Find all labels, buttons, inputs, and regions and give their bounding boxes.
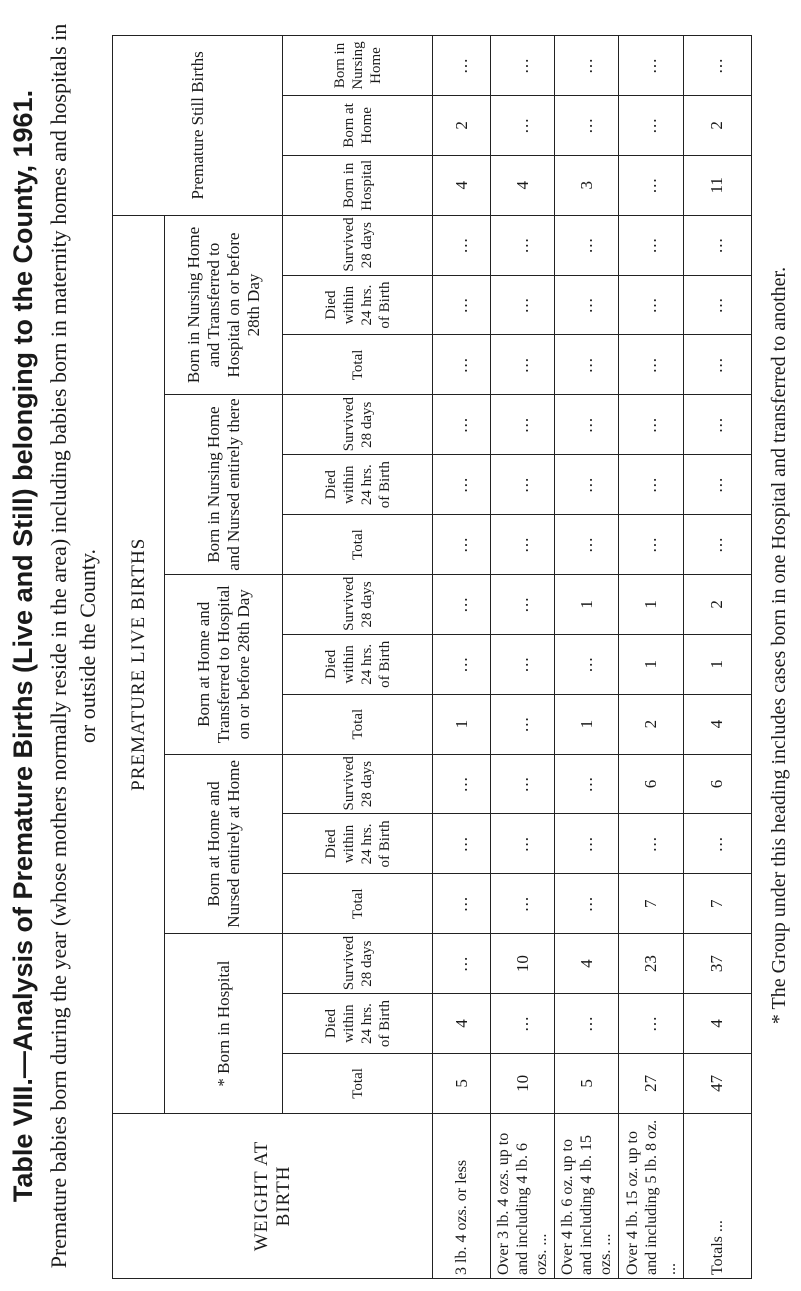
table-cell: ... — [433, 634, 491, 694]
table-cell: ... — [619, 215, 683, 275]
sub-header-total: Total — [283, 515, 433, 575]
table-cell: 1 — [555, 574, 619, 634]
table-cell: ... — [433, 934, 491, 994]
table-cell: ... — [619, 994, 683, 1054]
table-cell: ... — [555, 994, 619, 1054]
table-cell: 7 — [619, 874, 683, 934]
group-header-nursing-home-nursed: Born in Nursing Home and Nursed entirely there — [165, 395, 283, 575]
table-cell: ... — [619, 155, 683, 215]
table-cell: 1 — [683, 634, 751, 694]
table-cell: 10 — [491, 1053, 555, 1113]
weight-label: Over 3 lb. 4 ozs. up to and including 4 lb. 6 ozs. ... — [491, 1113, 555, 1278]
table-cell: ... — [555, 634, 619, 694]
table-cell: ... — [683, 814, 751, 874]
table-cell: ... — [619, 335, 683, 395]
table-cell: 27 — [619, 1053, 683, 1113]
table-cell: ... — [619, 814, 683, 874]
table-cell: ... — [619, 95, 683, 155]
sub-header-died: Died within 24 hrs. of Birth — [283, 814, 433, 874]
sub-header-survived: Survived 28 days — [283, 934, 433, 994]
table-row — [433, 36, 491, 1279]
table-cell: 37 — [683, 934, 751, 994]
table-cell: ... — [433, 275, 491, 335]
table-cell: ... — [555, 335, 619, 395]
sub-header-survived: Survived 28 days — [283, 754, 433, 814]
table-cell: ... — [491, 515, 555, 575]
table-cell: 6 — [683, 754, 751, 814]
table-cell: 2 — [683, 95, 751, 155]
sub-header-died: Died within 24 hrs. of Birth — [283, 634, 433, 694]
sub-header-survived: Survived 28 days — [283, 215, 433, 275]
still-header-hospital: Born in Hospital — [283, 155, 433, 215]
table-cell: ... — [433, 754, 491, 814]
table-cell: 4 — [683, 994, 751, 1054]
table-cell: 23 — [619, 934, 683, 994]
sub-header-died: Died within 24 hrs. of Birth — [283, 275, 433, 335]
table-cell: ... — [683, 275, 751, 335]
table-row — [555, 36, 619, 1279]
table-cell: ... — [491, 874, 555, 934]
table-cell: ... — [683, 335, 751, 395]
weight-label: Totals ... — [683, 1113, 751, 1278]
table-cell: 10 — [491, 934, 555, 994]
table-cell: ... — [683, 455, 751, 515]
table-cell: 2 — [433, 95, 491, 155]
sub-header-died: Died within 24 hrs. of Birth — [283, 455, 433, 515]
table-row — [491, 36, 555, 1279]
table-cell: ... — [433, 36, 491, 96]
table-cell: 4 — [683, 694, 751, 754]
sub-header-survived: Survived 28 days — [283, 395, 433, 455]
table-cell: ... — [491, 215, 555, 275]
table-cell: ... — [491, 994, 555, 1054]
table-cell: ... — [491, 814, 555, 874]
table-cell: ... — [491, 335, 555, 395]
group-header-home-transferred: Born at Home and Transferred to Hospital on or before 28th Day — [165, 574, 283, 754]
table-cell: ... — [491, 36, 555, 96]
table-cell: ... — [433, 574, 491, 634]
sub-header-total: Total — [283, 335, 433, 395]
table-cell: ... — [491, 95, 555, 155]
footnote: * The Group under this heading includes cases born in one Hospital and transferred to another. — [768, 266, 790, 1025]
table-cell: ... — [555, 95, 619, 155]
sub-header-total: Total — [283, 874, 433, 934]
table-cell: ... — [433, 515, 491, 575]
table-cell: ... — [491, 694, 555, 754]
sub-header-total: Total — [283, 1053, 433, 1113]
table-cell: ... — [433, 395, 491, 455]
weight-label: 3 lb. 4 ozs. or less — [433, 1113, 491, 1278]
table-cell: ... — [555, 215, 619, 275]
group-header-nursing-home-transferred: Born in Nursing Home and Transferred to Hospital on or before 28th Day — [165, 215, 283, 395]
table-cell: ... — [555, 395, 619, 455]
table-cell: ... — [683, 515, 751, 575]
table-cell: ... — [683, 395, 751, 455]
sub-header-survived: Survived 28 days — [283, 574, 433, 634]
table-cell: 1 — [555, 694, 619, 754]
weight-header: WEIGHT AT BIRTH — [113, 1113, 433, 1278]
table-cell: 6 — [619, 754, 683, 814]
table-cell: ... — [555, 455, 619, 515]
still-header-home: Born at Home — [283, 95, 433, 155]
table-body — [433, 36, 752, 1279]
table-cell: ... — [491, 754, 555, 814]
table-cell: 1 — [433, 694, 491, 754]
still-births-header: Premature Still Births — [113, 36, 283, 216]
table-cell: ... — [433, 455, 491, 515]
table-cell: ... — [555, 36, 619, 96]
still-header-nursing-home: Born in Nursing Home — [283, 36, 433, 96]
table-cell: 4 — [491, 155, 555, 215]
table-cell: ... — [433, 215, 491, 275]
table-cell: 4 — [433, 155, 491, 215]
table-cell: 47 — [683, 1053, 751, 1113]
table-cell: ... — [555, 515, 619, 575]
live-births-header: PREMATURE LIVE BIRTHS — [113, 215, 165, 1113]
premature-births-table — [112, 35, 752, 1279]
table-cell: 5 — [433, 1053, 491, 1113]
table-row — [619, 36, 683, 1279]
table-cell: ... — [619, 395, 683, 455]
table-cell: 5 — [555, 1053, 619, 1113]
group-header-home-nursed: Born at Home and Nursed entirely at Home — [165, 754, 283, 934]
table-cell: ... — [683, 36, 751, 96]
table-cell: ... — [433, 874, 491, 934]
table-cell: 2 — [619, 694, 683, 754]
table-cell: 1 — [619, 634, 683, 694]
table-cell: ... — [433, 814, 491, 874]
table-cell: ... — [491, 395, 555, 455]
table-cell: ... — [619, 36, 683, 96]
table-cell: ... — [491, 455, 555, 515]
sub-header-total: Total — [283, 694, 433, 754]
table-cell: 4 — [555, 934, 619, 994]
weight-label: Over 4 lb. 6 oz. up to and including 4 lb. 15 ozs. ... — [555, 1113, 619, 1278]
table-cell: ... — [555, 275, 619, 335]
page-title: Table VIII.—Analysis of Premature Births (Live and Still) belonging to the County, 1961. — [8, 89, 38, 1203]
table-cell: ... — [491, 275, 555, 335]
sub-header-died: Died within 24 hrs. of Birth — [283, 994, 433, 1054]
page-subtitle: Premature babies born during the year (whose mothers normally reside in the area) including babies born in maternity homes and hospitals in or outside the County. — [46, 23, 100, 1269]
table-cell: 3 — [555, 155, 619, 215]
table-cell: 4 — [433, 994, 491, 1054]
table-cell: ... — [619, 275, 683, 335]
table-row — [683, 36, 751, 1279]
table-cell: ... — [683, 215, 751, 275]
table-cell: ... — [491, 574, 555, 634]
table-cell: ... — [619, 455, 683, 515]
table-cell: ... — [491, 634, 555, 694]
table-cell: ... — [555, 754, 619, 814]
weight-label: Over 4 lb. 15 oz. up to and including 5 lb. 8 oz. ... — [619, 1113, 683, 1278]
table-cell: 2 — [683, 574, 751, 634]
table-cell: ... — [555, 874, 619, 934]
table-cell: 11 — [683, 155, 751, 215]
table-cell: 7 — [683, 874, 751, 934]
table-cell: ... — [619, 515, 683, 575]
table-cell: ... — [555, 814, 619, 874]
group-header-hospital: * Born in Hospital — [165, 934, 283, 1114]
table-cell: ... — [433, 335, 491, 395]
table-cell: 1 — [619, 574, 683, 634]
